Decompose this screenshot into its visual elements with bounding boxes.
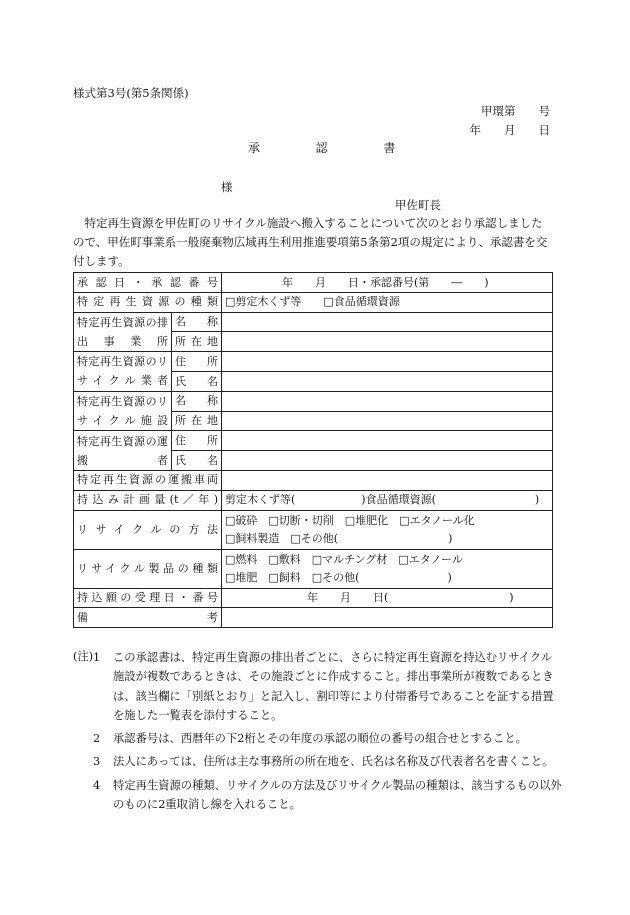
approval-table [73, 272, 553, 628]
table-row [74, 470, 553, 490]
table-row [74, 292, 553, 312]
form-number: 様式第3号(第5条関係) [73, 86, 189, 100]
issuer: 甲佐町長 [395, 198, 441, 212]
table-row [74, 431, 553, 451]
note-text: 法人にあっては、住所は主な事務所の所在地を、氏名は名称及び代表者名を書くこと。 [113, 755, 554, 769]
note-number: 2 [93, 732, 101, 746]
vehicle-label: 特定再生資源の運搬車両 [74, 470, 222, 490]
table-row [74, 549, 553, 588]
product-options-line-2: □堆肥 □飼料 □その他( ) [225, 570, 452, 584]
recipient-honorific: 様 [221, 180, 233, 194]
note-number: 1 [93, 651, 101, 664]
vehicle-value [222, 470, 553, 490]
recycler-address-label: 住 所 [172, 352, 222, 372]
facility-label: 特定再生資源のリサイクル施設 [74, 391, 172, 431]
method-options-line-1: □破砕 □切断・切削 □堆肥化 □エタノール化 [225, 513, 475, 527]
note-text: この承認書は、特定再生資源の排出者ごとに、さらに特定再生資源を持込むリサイクル施設が複数であるときは、その施設ごとに作成すること。排出事業所が複数であるときは、該当欄に「別紙とおり」と記入し、割印等により付帯番号であることを証する措置を施した一覧表を添付すること。 [113, 651, 554, 722]
emitter-label: 特定再生資源の排出事業所 [74, 312, 172, 352]
title-char: 承 [248, 141, 261, 155]
remarks-label: 備考 [74, 608, 222, 628]
resource-type-label: 特定再生資源の種類 [74, 292, 222, 312]
notes-heading: (注) [73, 650, 94, 663]
approval-date-label: 承認日・承認番号 [74, 273, 222, 293]
product-value [222, 549, 553, 588]
note-item [93, 648, 563, 725]
carrier-name-value [222, 451, 553, 471]
recycler-name-value [222, 371, 553, 391]
table-row [74, 510, 553, 549]
carrier-label: 特定再生資源の運搬者 [74, 431, 172, 471]
method-label: リサイクルの方法 [74, 510, 222, 549]
table-row [74, 490, 553, 510]
body-paragraph: 特定再生資源を甲佐町のリサイクル施設へ搬入することについて次のとおり承認しましたので、甲佐町事業系一般廃棄物広域再生利用推進要項第5条第2項の規定により、承認書を交付します。 [73, 216, 548, 268]
plan-value: 剪定木くず等( )食品循環資源( ) [222, 490, 553, 510]
facility-name-label: 名 称 [172, 391, 222, 411]
note-text: 特定再生資源の種類、リサイクルの方法及びリサイクル製品の種類は、該当するもの以外のものに2重取消し線を入れること。 [113, 778, 562, 812]
note-text: 承認番号は、西暦年の下2桁とその年度の承認の順位の番号の組合せとすること。 [113, 732, 527, 746]
plan-label: 持込み計画量(t／年) [74, 490, 222, 510]
note-item [93, 729, 563, 748]
note-item [93, 776, 563, 815]
table-row [74, 588, 553, 608]
table-row [74, 391, 553, 411]
method-options-line-2: □飼料製造 □その他( ) [225, 531, 453, 545]
emitter-address-label: 所在地 [172, 332, 222, 352]
method-value [222, 510, 553, 549]
title-char: 書 [383, 141, 396, 155]
remarks-value [222, 608, 553, 628]
carrier-address-label: 住 所 [172, 431, 222, 451]
product-label: リサイクル製品の種類 [74, 549, 222, 588]
note-item [93, 752, 563, 771]
facility-address-value [222, 411, 553, 431]
carrier-address-value [222, 431, 553, 451]
recycler-name-label: 氏 名 [172, 371, 222, 391]
note-number: 3 [93, 755, 101, 769]
table-row [74, 608, 553, 628]
recycler-label: 特定再生資源のリサイクル業者 [74, 352, 172, 392]
table-row [74, 352, 553, 372]
receipt-value: 年 月 日( ) [222, 588, 553, 608]
product-options-line-1: □燃料 □敷料 □マルチング材 □エタノール [225, 552, 463, 566]
issue-date: 年 月 日 [469, 123, 550, 137]
table-row [74, 312, 553, 332]
title-char: 認 [315, 141, 328, 155]
receipt-label: 持込願の受理日・番号 [74, 588, 222, 608]
recycler-address-value [222, 352, 553, 372]
facility-name-value [222, 391, 553, 411]
emitter-name-label: 名 称 [172, 312, 222, 332]
document-number: 甲環第 号 [481, 104, 550, 118]
document-title [248, 141, 395, 156]
facility-address-label: 所在地 [172, 411, 222, 431]
resource-type-value: □剪定木くず等 □食品循環資源 [222, 292, 553, 312]
carrier-name-label: 氏 名 [172, 451, 222, 471]
notes-section [73, 648, 563, 818]
emitter-name-value [222, 312, 553, 332]
emitter-address-value [222, 332, 553, 352]
approval-date-value: 年 月 日・承認番号(第 ― ) [222, 273, 553, 293]
table-row [74, 273, 553, 293]
note-number: 4 [93, 778, 101, 792]
